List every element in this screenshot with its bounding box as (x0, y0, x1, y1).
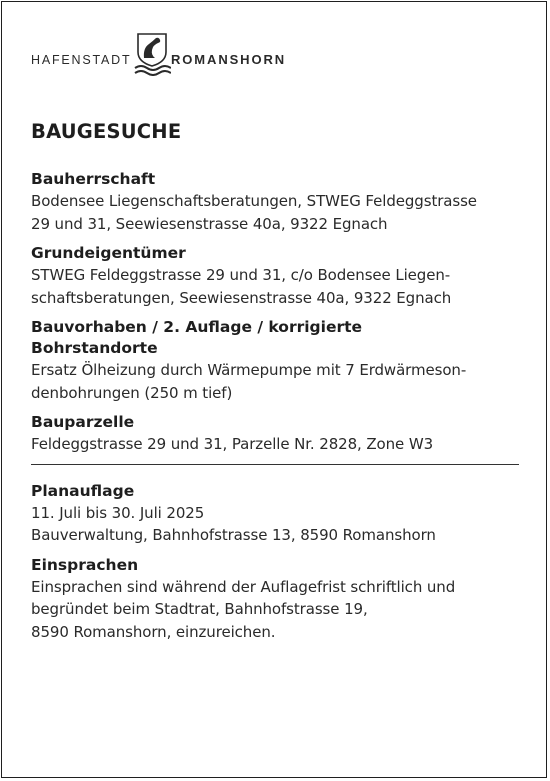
section-grundeigentuemer (31, 243, 521, 309)
section-planauflage (31, 481, 521, 547)
section-text: 11. Juli bis 30. Juli 2025 Bauverwaltung, Bahnhofstrasse 13, 8590 Romanshorn (31, 503, 436, 544)
section-divider (31, 464, 519, 465)
section-heading: Einsprachen (31, 555, 139, 574)
section-text: Bodensee Liegenschaftsberatungen, STWEG Feldeggstrasse 29 und 31, Seewiesenstrasse 40a, 9322 Egnach (31, 192, 477, 233)
logo-text-romanshorn: ROMANSHORN (171, 52, 287, 67)
section-bauherrschaft (31, 169, 521, 235)
section-heading: Bauparzelle (31, 413, 135, 431)
section-bauvorhaben (31, 317, 521, 404)
section-text: STWEG Feldeggstrasse 29 und 31, c/o Bodensee Liegen- schaftsberatungen, Seewiesenstrasse 40a, 9322 Egnach (31, 266, 452, 307)
section-text: Ersatz Ölheizung durch Wärmepumpe mit 7 Erdwärmeson- denbohrungen (250 m tief) (31, 361, 467, 402)
section-text: Einsprachen sind während der Auflagefrist schriftlich und begründet beim Stadtrat, Bahnhofstrasse 19, 8590 Romanshorn, einzureichen. (31, 577, 456, 641)
section-heading: Bauherrschaft (31, 170, 156, 188)
notice-content (31, 120, 521, 651)
town-logo (31, 32, 301, 76)
notice-title: BAUGESUCHE (31, 120, 182, 143)
romanshorn-crest-icon (133, 32, 171, 76)
section-heading: Bauvorhaben / 2. Auflage / korrigierte Bohrstandorte (31, 318, 363, 357)
section-bauparzelle (31, 412, 521, 456)
section-heading: Planauflage (31, 481, 135, 500)
section-einsprachen (31, 555, 521, 644)
section-text: Feldeggstrasse 29 und 31, Parzelle Nr. 2828, Zone W3 (31, 435, 434, 453)
logo-text-hafenstadt: HAFENSTADT (31, 53, 132, 67)
section-heading: Grundeigentümer (31, 244, 186, 262)
